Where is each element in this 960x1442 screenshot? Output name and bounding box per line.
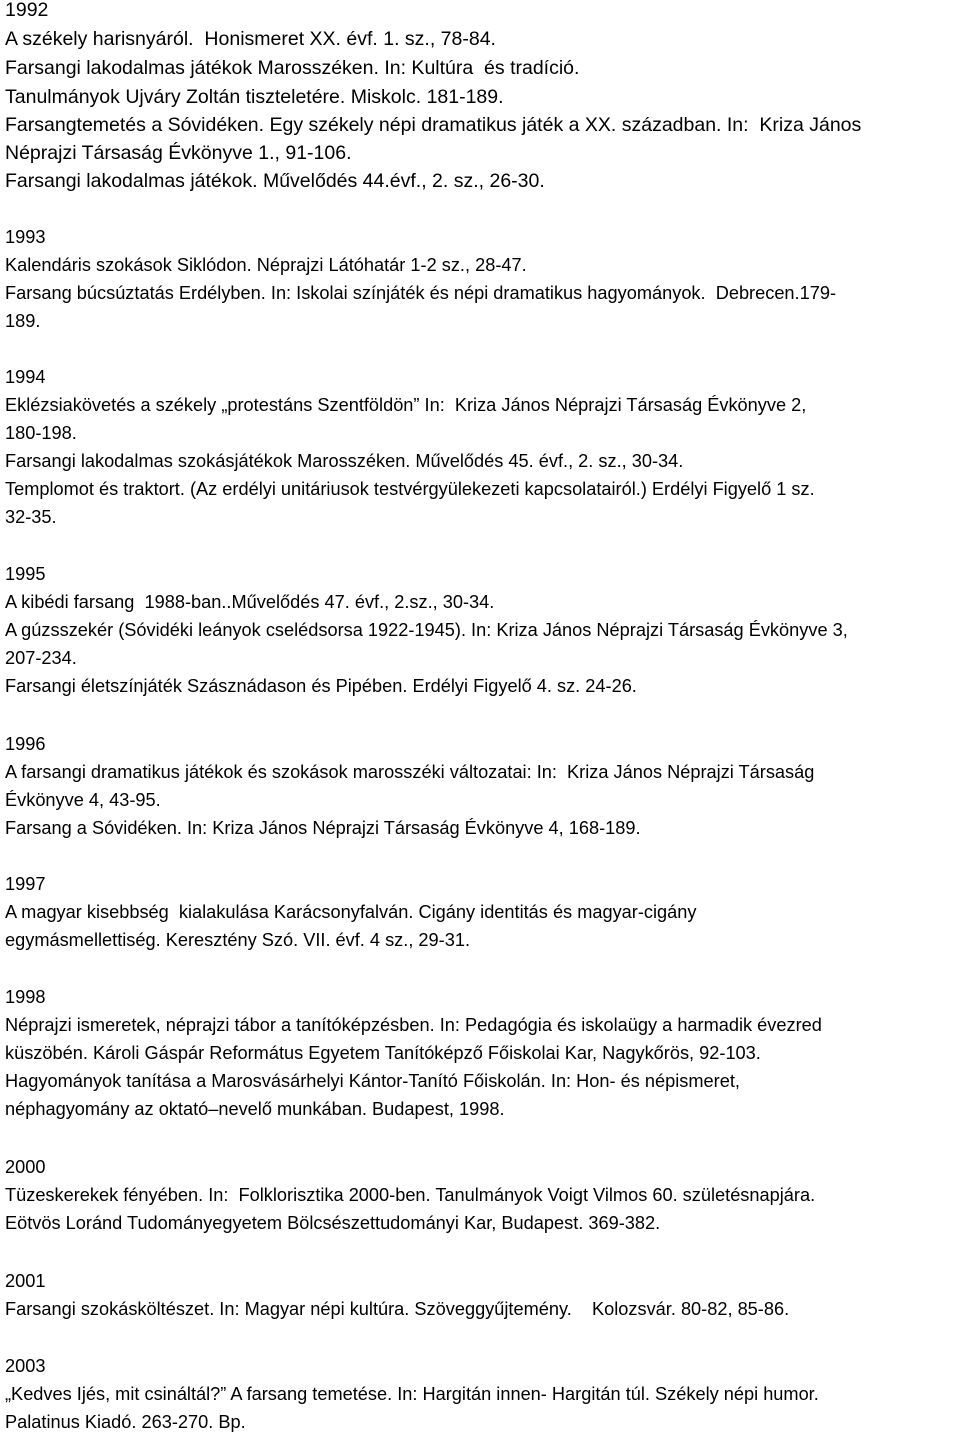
bibliography-entry: Kalendáris szokások Siklódon. Néprajzi Látóhatár 1-2 sz., 28-47. <box>5 255 527 275</box>
bibliography-entry: Farsangi lakodalmas szokásjátékok Marosszéken. Művelődés 45. évf., 2. sz., 30-34. <box>5 451 684 471</box>
year-heading: 1998 <box>5 987 46 1007</box>
bibliography-entry: Tanulmányok Ujváry Zoltán tiszteletére. Miskolc. 181-189. <box>5 86 504 108</box>
bibliography-entry: Néprajzi ismeretek, néprajzi tábor a tanítóképzésben. In: Pedagógia és iskolaügy a harmadik évezred <box>5 1015 822 1035</box>
bibliography-entry: 32-35. <box>5 507 57 527</box>
year-heading: 1994 <box>5 367 46 387</box>
bibliography-entry: Templomot és traktort. (Az erdélyi unitáriusok testvérgyülekezeti kapcsolatairól.) Erdélyi Figyelő 1 sz. <box>5 479 815 499</box>
bibliography-entry: küszöbén. Károli Gáspár Református Egyetem Tanítóképző Főiskolai Kar, Nagykőrös, 92-103. <box>5 1043 761 1063</box>
bibliography-entry: Farsangi lakodalmas játékok Marosszéken. In: Kultúra és tradíció. <box>5 57 580 79</box>
bibliography-entry: Évkönyve 4, 43-95. <box>5 790 161 810</box>
year-heading: 2000 <box>5 1157 46 1177</box>
bibliography-entry: A székely harisnyáról. Honismeret XX. évf. 1. sz., 78-84. <box>5 28 496 50</box>
bibliography-entry: Farsangi lakodalmas játékok. Művelődés 44.évf., 2. sz., 26-30. <box>5 170 545 192</box>
year-heading: 1997 <box>5 874 46 894</box>
bibliography-entry: Néprajzi Társaság Évkönyve 1., 91-106. <box>5 142 352 164</box>
bibliography-entry: Farsangi életszínjáték Szásznádason és Pipében. Erdélyi Figyelő 4. sz. 24-26. <box>5 676 637 696</box>
bibliography-entry: Farsangtemetés a Sóvidéken. Egy székely népi dramatikus játék a XX. században. In: Kriza János <box>5 114 862 136</box>
year-heading: 2003 <box>5 1356 46 1376</box>
bibliography-entry: 189. <box>5 311 41 331</box>
bibliography-entry: Farsang a Sóvidéken. In: Kriza János Néprajzi Társaság Évkönyve 4, 168-189. <box>5 818 641 838</box>
bibliography-entry: 180-198. <box>5 423 77 443</box>
bibliography-entry: „Kedves Ijés, mit csináltál?” A farsang temetése. In: Hargitán innen- Hargitán túl. Székely népi humor. <box>5 1384 819 1404</box>
year-heading: 2001 <box>5 1271 46 1291</box>
bibliography-entry: Tüzeskerekek fényében. In: Folklorisztika 2000-ben. Tanulmányok Voigt Vilmos 60. születésnapjára. <box>5 1185 816 1205</box>
bibliography-entry: A kibédi farsang 1988-ban..Művelődés 47. évf., 2.sz., 30-34. <box>5 592 495 612</box>
bibliography-entry: Farsangi szokásköltészet. In: Magyar népi kultúra. Szöveggyűjtemény. Kolozsvár. 80-82, 85-86. <box>5 1299 790 1319</box>
year-heading: 1993 <box>5 227 46 247</box>
bibliography-entry: A farsangi dramatikus játékok és szokások marosszéki változatai: In: Kriza János Néprajzi Társaság <box>5 762 815 782</box>
bibliography-entry: Eklézsiakövetés a székely „protestáns Szentföldön” In: Kriza János Néprajzi Társaság Évkönyve 2, <box>5 395 807 415</box>
year-heading: 1992 <box>5 0 49 21</box>
bibliography-entry: A magyar kisebbség kialakulása Karácsonyfalván. Cigány identitás és magyar-cigány <box>5 902 697 922</box>
year-heading: 1996 <box>5 734 46 754</box>
bibliography-entry: 207-234. <box>5 648 77 668</box>
year-heading: 1995 <box>5 564 46 584</box>
bibliography-entry: Farsang búcsúztatás Erdélyben. In: Iskolai színjáték és népi dramatikus hagyományok. Debrecen.179- <box>5 283 837 303</box>
bibliography-entry: A gúzsszekér (Sóvidéki leányok cselédsorsa 1922-1945). In: Kriza János Néprajzi Társaság Évkönyve 3, <box>5 620 848 640</box>
bibliography-entry: Hagyományok tanítása a Marosvásárhelyi Kántor-Tanító Főiskolán. In: Hon- és népismeret, <box>5 1071 740 1091</box>
bibliography-entry: egymásmellettiség. Keresztény Szó. VII. évf. 4 sz., 29-31. <box>5 930 470 950</box>
bibliography-entry: néphagyomány az oktató–nevelő munkában. Budapest, 1998. <box>5 1099 505 1119</box>
bibliography-entry: Palatinus Kiadó. 263-270. Bp. <box>5 1412 246 1432</box>
bibliography-entry: Eötvös Loránd Tudományegyetem Bölcsészettudományi Kar, Budapest. 369-382. <box>5 1213 661 1233</box>
